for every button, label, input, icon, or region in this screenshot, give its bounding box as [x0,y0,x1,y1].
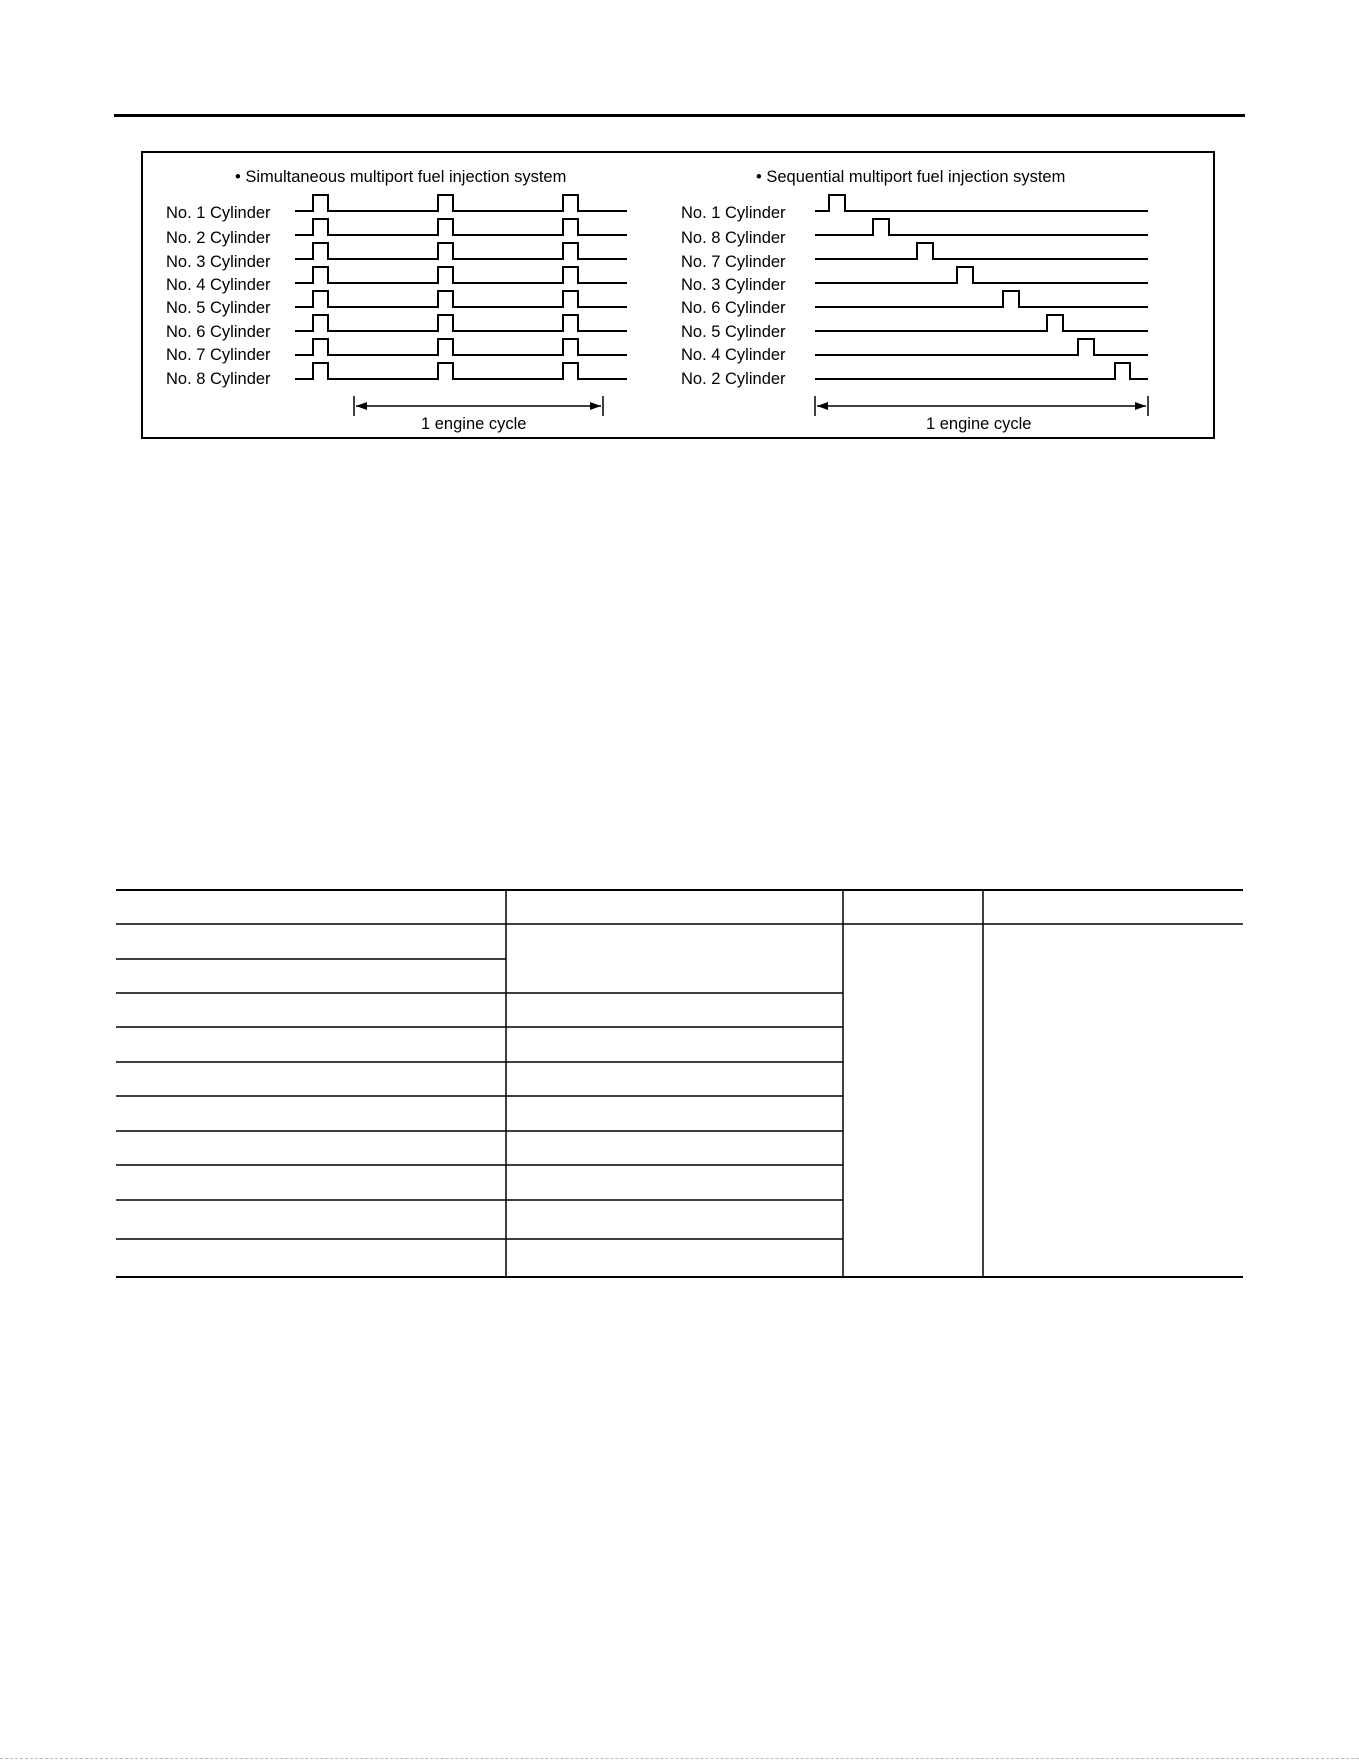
right-panel-title: • Sequential multiport fuel injection system [756,168,1066,186]
left-panel-title: • Simultaneous multiport fuel injection system [235,168,567,186]
right-waveform [815,363,1148,379]
left-row-label: No. 4 Cylinder [166,276,271,294]
left-row-label: No. 5 Cylinder [166,299,271,317]
right-waveforms [815,195,1148,379]
left-row-label: No. 7 Cylinder [166,346,271,364]
spec-table [116,889,1243,1278]
right-waveform [815,195,1148,211]
left-waveform [295,315,627,331]
left-row-label: No. 2 Cylinder [166,229,271,247]
right-row-label: No. 6 Cylinder [681,299,786,317]
left-waveform [295,363,627,379]
left-row-label: No. 8 Cylinder [166,370,271,388]
left-waveform [295,339,627,355]
timing-diagram-canvas [143,153,1217,441]
page-header-rule [114,114,1245,117]
left-row-label: No. 3 Cylinder [166,253,271,271]
left-waveform [295,195,627,211]
right-cycle-marker [815,396,1148,416]
right-row-label: No. 8 Cylinder [681,229,786,247]
right-row-label: No. 3 Cylinder [681,276,786,294]
right-row-label: No. 7 Cylinder [681,253,786,271]
right-row-label: No. 5 Cylinder [681,323,786,341]
left-waveform [295,243,627,259]
left-row-label: No. 6 Cylinder [166,323,271,341]
left-waveform [295,219,627,235]
right-waveform [815,219,1148,235]
left-row-labels [166,204,271,388]
right-row-label: No. 4 Cylinder [681,346,786,364]
right-waveform [815,315,1148,331]
left-cycle-label: 1 engine cycle [421,415,527,433]
injection-timing-diagram [141,151,1215,439]
left-cycle-marker [354,396,603,416]
left-row-label: No. 1 Cylinder [166,204,271,222]
right-waveform [815,339,1148,355]
right-cycle-label: 1 engine cycle [926,415,1032,433]
right-waveform [815,243,1148,259]
right-waveform [815,291,1148,307]
spec-table-grid [116,889,1243,1278]
left-waveform [295,291,627,307]
left-waveforms [295,195,627,379]
right-row-labels [681,204,786,388]
left-waveform [295,267,627,283]
right-waveform [815,267,1148,283]
right-row-label: No. 1 Cylinder [681,204,786,222]
right-row-label: No. 2 Cylinder [681,370,786,388]
